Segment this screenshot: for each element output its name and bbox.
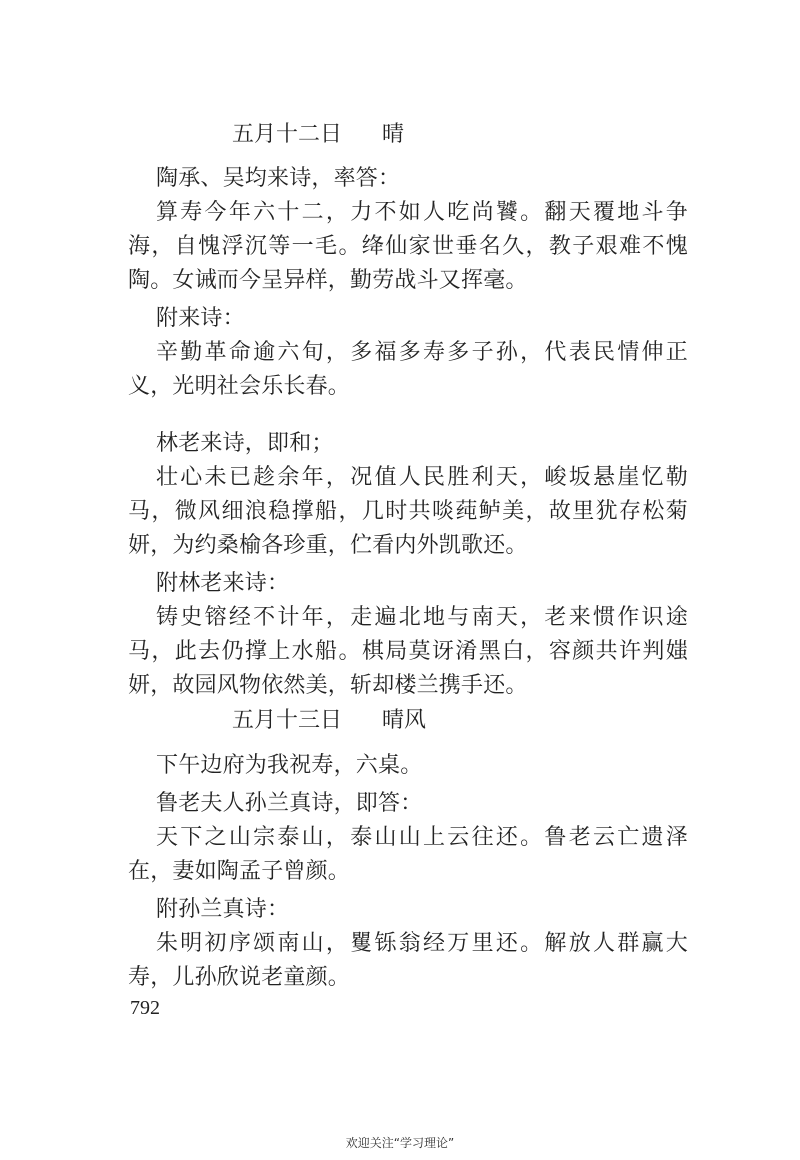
- attached-poem-label: 附林老来诗：: [156, 571, 290, 596]
- attached-poem-label: 附孙兰真诗：: [156, 897, 290, 922]
- attached-poem-label: 附来诗：: [156, 306, 245, 331]
- attached-poem-text: 朱明初序颂南山，矍铄翁经万里还。解放人群赢大寿，儿孙欣说老童颜。: [128, 931, 688, 990]
- entry-body-may-12: [128, 158, 688, 404]
- entry-weather: 晴: [382, 122, 405, 147]
- entry-heading-may-13: [232, 707, 426, 735]
- poem-intro: 陶承、吴均来诗，率答：: [156, 166, 401, 191]
- diary-text: 下午边府为我祝寿，六桌。: [156, 753, 423, 778]
- entry-date: 五月十三日: [232, 708, 343, 733]
- footer-watermark: 欢迎关注“学习理论”: [345, 1136, 455, 1150]
- poem-text: 壮心未已趁余年，况值人民胜利天，峻坂悬崖忆勒马，微风细浪稳撑船，几时共啖莼鲈美，故里犹存松菊妍，为约桑榆各珍重，伫看内外凯歌还。: [128, 465, 688, 558]
- entry-heading-may-12: [232, 121, 404, 149]
- poem-intro: 林老来诗，即和；: [156, 431, 334, 456]
- attached-poem-text: 辛勤革命逾六旬，多福多寿多子孙，代表民情伸正义，光明社会乐长春。: [128, 340, 688, 399]
- attached-poem-text: 铸史镕经不计年，走遍北地与南天，老来惯作识途马，此去仍撑上水船。棋局莫讶淆黑白，容颜共许判媸妍，故园风物依然美，斩却楼兰携手还。: [128, 605, 688, 698]
- page-number: 792: [130, 997, 160, 1019]
- poem-text: 算寿今年六十二，力不如人吃尚饕。翻天覆地斗争海，自愧浮沉等一毛。绛仙家世垂名久，教子艰难不愧陶。女诫而今呈异样，勤劳战斗又挥毫。: [128, 200, 688, 293]
- entry-body-may-13: [128, 745, 688, 995]
- poem-text: 天下之山宗泰山，泰山山上云往还。鲁老云亡遗泽在，妻如陶孟子曾颜。: [128, 825, 688, 884]
- poem-intro: 鲁老夫人孙兰真诗，即答：: [156, 791, 423, 816]
- entry-weather: 晴风: [382, 708, 427, 733]
- entry-body-may-12-part2: [128, 423, 688, 703]
- entry-date: 五月十二日: [232, 122, 343, 147]
